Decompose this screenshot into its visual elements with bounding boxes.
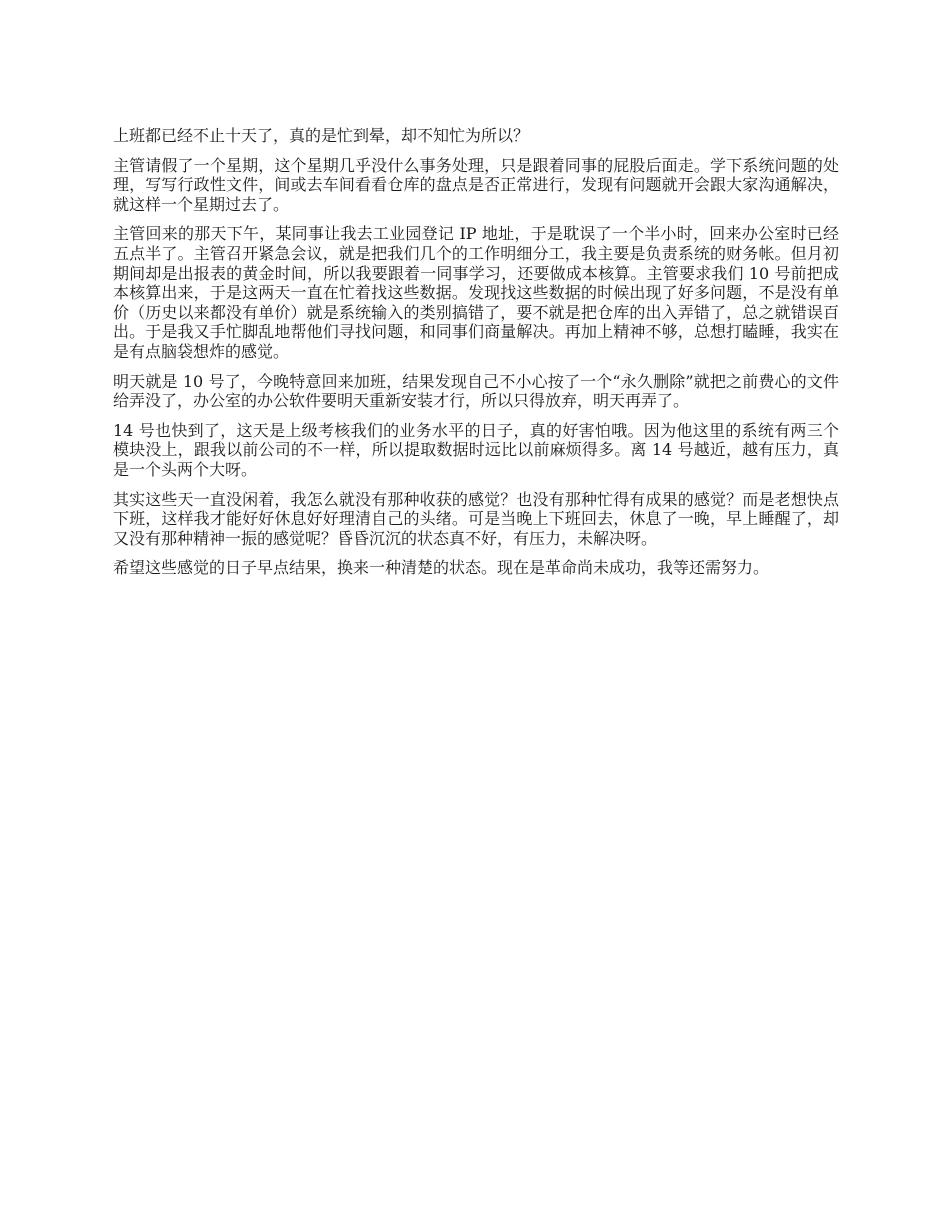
- document-body: [113, 126, 839, 588]
- paragraph-3: 主管回来的那天下午，某同事让我去工业园登记 IP 地址，于是耽误了一个半小时，回来办公室时已经五点半了。主管召开紧急会议，就是把我们几个的工作明细分工，我主要是负责系统的财务帐。但月初期间却是出报表的黄金时间，所以我要跟着一同事学习，还要做成本核算。主管要求我们 10 号前把成本核算出来，于是这两天一直在忙着找这些数据。发现找这些数据的时候出现了好多问题，不是没有单价（历史以来都没有单价）就是系统输入的类别搞错了，要不就是把仓库的出入弄错了，总之就错误百出。于是我又手忙脚乱地帮他们寻找问题，和同事们商量解决。再加上精神不够，总想打瞌睡，我实在是有点脑袋想炸的感觉。: [113, 224, 839, 361]
- paragraph-2: 主管请假了一个星期，这个星期几乎没什么事务处理，只是跟着同事的屁股后面走。学下系统问题的处理，写写行政性文件，间或去车间看看仓库的盘点是否正常进行，发现有问题就开会跟大家沟通解决，就这样一个星期过去了。: [113, 155, 839, 214]
- paragraph-4: 明天就是 10 号了，今晚特意回来加班，结果发现自己不小心按了一个“永久删除”就把之前费心的文件给弄没了，办公室的办公软件要明天重新安装才行，所以只得放弃，明天再弄了。: [113, 371, 839, 411]
- paragraph-7: 希望这些感觉的日子早点结果，换来一种清楚的状态。现在是革命尚未成功，我等还需努力。: [113, 558, 770, 578]
- paragraph-6: 其实这些天一直没闲着，我怎么就没有那种收获的感觉？也没有那种忙得有成果的感觉？而是老想快点下班，这样我才能好好休息好好理清自己的头绪。可是当晚上下班回去，休息了一晚，早上睡醒了，却又没有那种精神一振的感觉呢？昏昏沉沉的状态真不好，有压力，未解决呀。: [113, 489, 839, 548]
- paragraph-5: 14 号也快到了，这天是上级考核我们的业务水平的日子，真的好害怕哦。因为他这里的系统有两三个模块没上，跟我以前公司的不一样，所以提取数据时远比以前麻烦得多。离 14 号越近，越有压力，真是一个头两个大呀。: [113, 420, 839, 479]
- paragraph-1: 上班都已经不止十天了，真的是忙到晕，却不知忙为所以？: [113, 126, 530, 145]
